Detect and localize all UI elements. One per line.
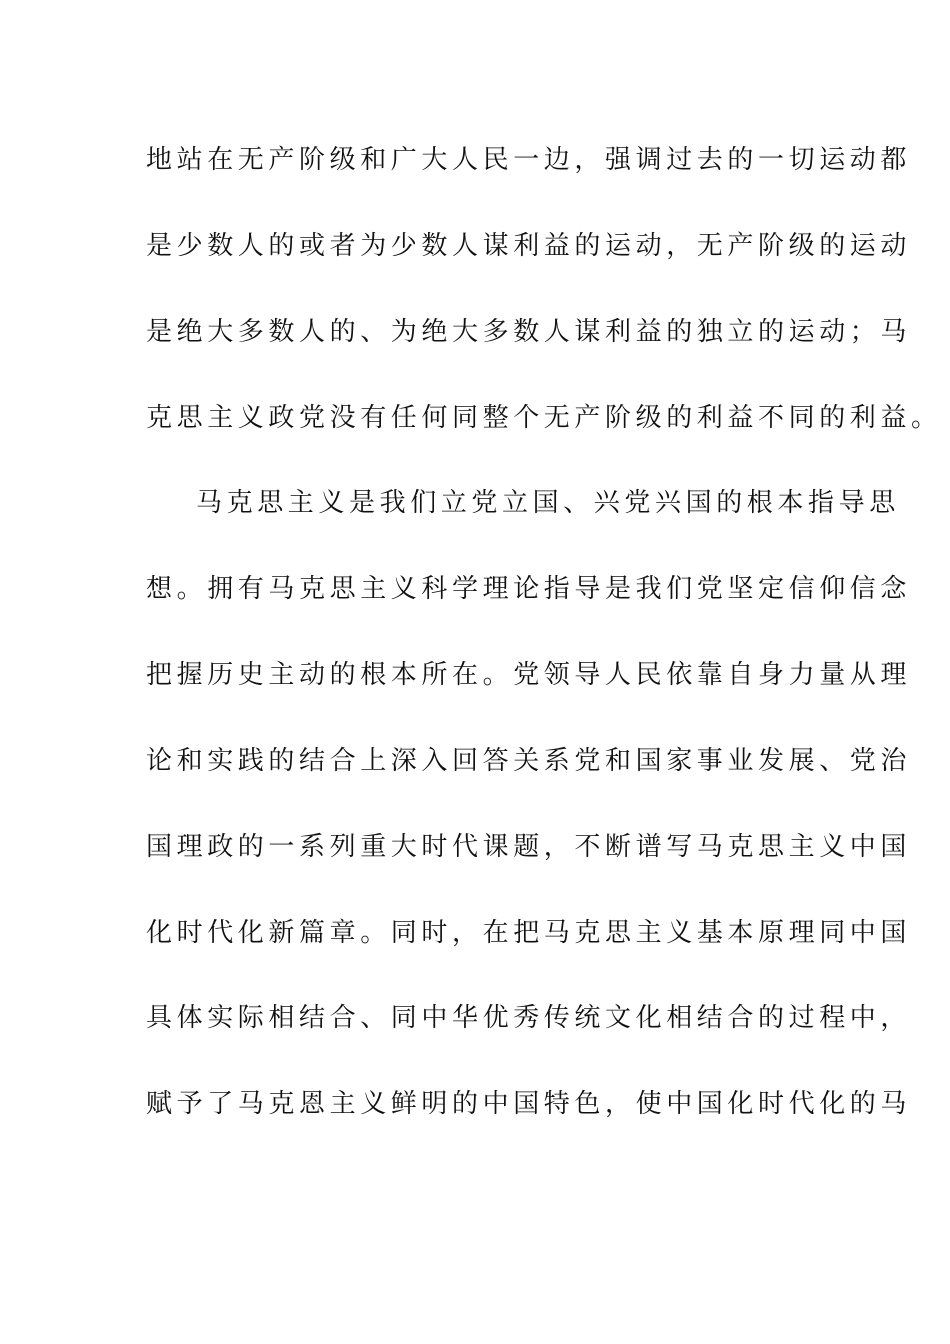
paragraph-line: 把握历史主动的根本所在。党领导人民依靠自身力量从理 — [146, 660, 912, 690]
paragraph-line: 赋予了马克恩主义鲜明的中国特色，使中国化时代化的马 — [146, 1089, 912, 1119]
paragraph-line-indented: 马克思主义是我们立党立国、兴党兴国的根本指导思 — [196, 488, 900, 518]
paragraph-line: 想。拥有马克思主义科学理论指导是我们党坚定信仰信念 — [146, 574, 912, 604]
paragraph-line: 是绝大多数人的、为绝大多数人谋利益的独立的运动；马 — [146, 317, 912, 347]
paragraph-line: 克思主义政党没有任何同整个无产阶级的利益不同的利益。 — [146, 403, 942, 433]
paragraph-line: 论和实践的结合上深入回答关系党和国家事业发展、党治 — [146, 746, 912, 776]
paragraph-line: 国理政的一系列重大时代课题，不断谱写马克思主义中国 — [146, 832, 912, 862]
paragraph-line: 化时代化新篇章。同时，在把马克思主义基本原理同中国 — [146, 918, 912, 948]
paragraph-line: 具体实际相结合、同中华优秀传统文化相结合的过程中， — [146, 1003, 912, 1033]
paragraph-line: 是少数人的或者为少数人谋利益的运动，无产阶级的运动 — [146, 231, 912, 261]
paragraph-line: 地站在无产阶级和广大人民一边，强调过去的一切运动都 — [146, 145, 912, 175]
